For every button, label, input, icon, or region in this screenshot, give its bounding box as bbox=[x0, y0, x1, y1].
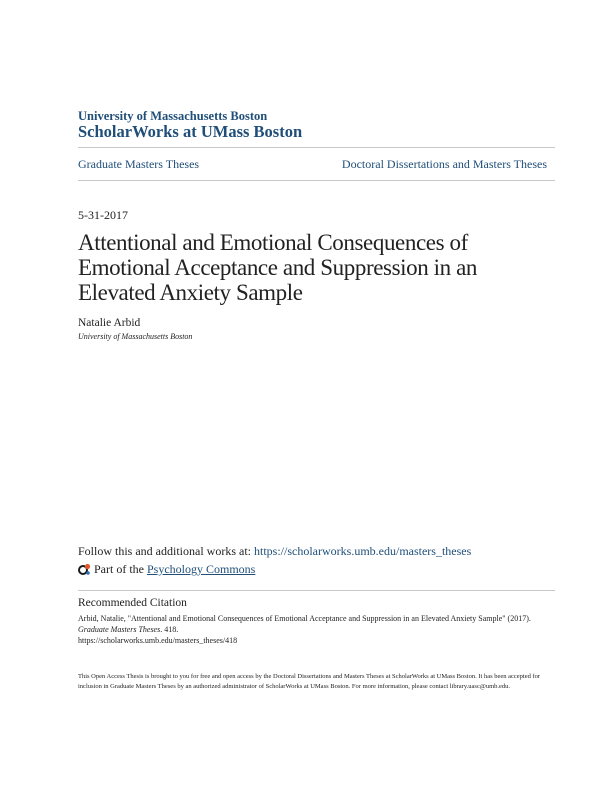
university-name: University of Massachusetts Boston bbox=[78, 109, 268, 123]
part-of-line bbox=[78, 562, 255, 577]
citation-main: Arbid, Natalie, "Attentional and Emotional Consequences of Emotional Acceptance and Suppression in an Elevated Anxiety Sample" (2017). bbox=[78, 614, 531, 623]
publication-date: 5-31-2017 bbox=[78, 208, 128, 222]
divider-collections bbox=[78, 180, 555, 181]
citation-heading: Recommended Citation bbox=[78, 597, 187, 609]
author-name: Natalie Arbid bbox=[78, 317, 141, 329]
divider-citation bbox=[78, 590, 555, 591]
part-of-prefix: Part of the bbox=[94, 562, 144, 576]
citation-url[interactable]: https://scholarworks.umb.edu/masters_theses/418 bbox=[78, 636, 238, 645]
psychology-commons-link[interactable]: Psychology Commons bbox=[147, 562, 256, 576]
citation-series: Graduate Masters Theses bbox=[78, 625, 161, 634]
divider-top bbox=[78, 147, 555, 148]
notice-end: . bbox=[508, 683, 511, 690]
repository-name[interactable]: ScholarWorks at UMass Boston bbox=[78, 122, 303, 141]
follow-url-link[interactable]: https://scholarworks.umb.edu/masters_theses bbox=[254, 544, 472, 558]
citation-text bbox=[78, 613, 548, 646]
commons-network-icon bbox=[78, 563, 91, 576]
follow-line bbox=[78, 544, 471, 559]
collection-link-dissertations[interactable]: Doctoral Dissertations and Masters Theses bbox=[341, 157, 547, 171]
document-title: Attentional and Emotional Consequences of Emotional Acceptance and Suppression in an Elevated Anxiety Sample bbox=[78, 230, 478, 305]
citation-number: . 418. bbox=[160, 625, 179, 634]
contact-email-link[interactable]: library.uasc@umb.edu bbox=[449, 683, 509, 690]
open-access-notice bbox=[78, 672, 553, 692]
author-affiliation: University of Massachusetts Boston bbox=[78, 332, 193, 341]
collection-link-graduate-theses[interactable]: Graduate Masters Theses bbox=[78, 157, 200, 171]
follow-prefix: Follow this and additional works at: bbox=[78, 544, 254, 558]
notice-text: This Open Access Thesis is brought to you for free and open access by the Doctoral Dissertations and Masters Theses at ScholarWorks at UMass Boston. It has been accepted for inclusion in Graduate Masters Theses by an authorized administrator of ScholarWorks at UMass Boston. For more information, please contact bbox=[78, 673, 541, 690]
